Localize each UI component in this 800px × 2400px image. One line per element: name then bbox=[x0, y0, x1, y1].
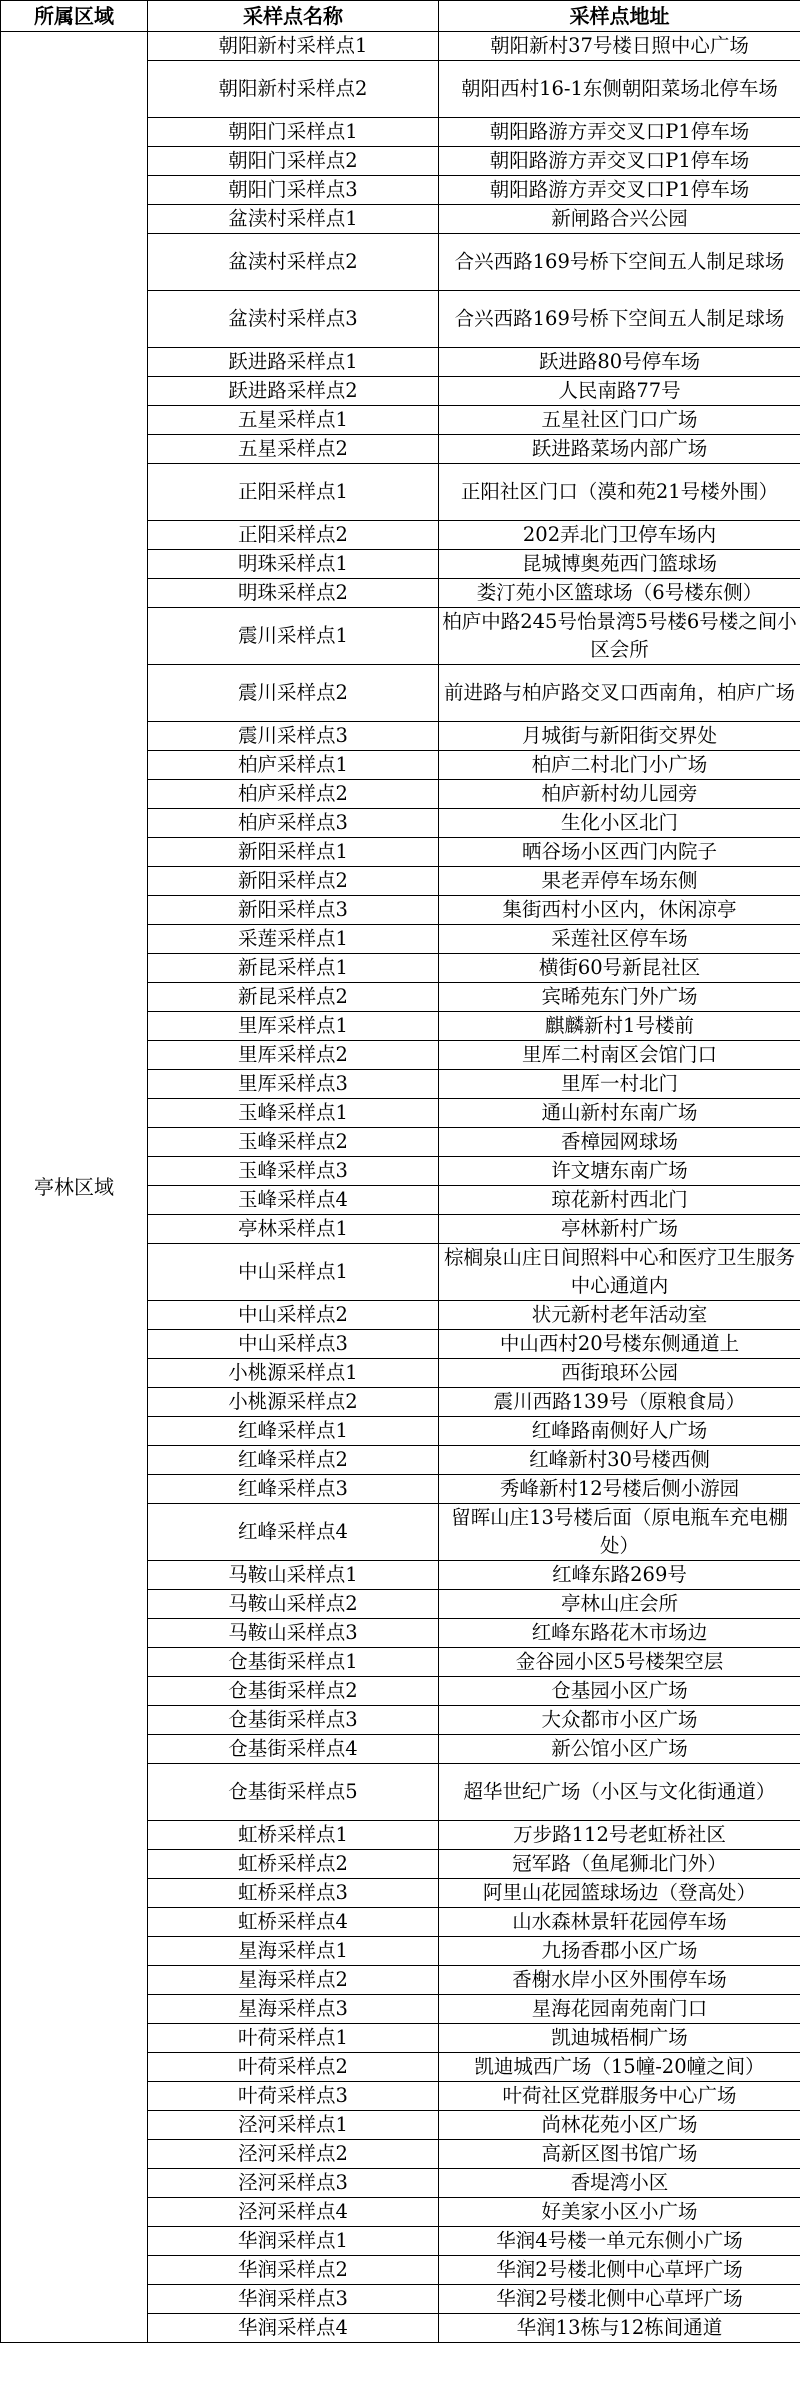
point-name-cell: 马鞍山采样点3 bbox=[148, 1619, 439, 1648]
point-address-cell: 里厍二村南区会馆门口 bbox=[439, 1041, 800, 1070]
point-address-cell: 红峰东路花木市场边 bbox=[439, 1619, 800, 1648]
point-name-cell: 新昆采样点2 bbox=[148, 983, 439, 1012]
point-address-cell: 万步路112号老虹桥社区 bbox=[439, 1821, 800, 1850]
point-name-cell: 明珠采样点1 bbox=[148, 550, 439, 579]
point-name-cell: 叶荷采样点1 bbox=[148, 2024, 439, 2053]
point-address-cell: 华润13栋与12栋间通道 bbox=[439, 2314, 800, 2343]
point-name-cell: 盆渎村采样点2 bbox=[148, 234, 439, 291]
point-address-cell: 仓基园小区广场 bbox=[439, 1677, 800, 1706]
point-address-cell: 合兴西路169号桥下空间五人制足球场 bbox=[439, 234, 800, 291]
point-address-cell: 大众都市小区广场 bbox=[439, 1706, 800, 1735]
point-name-cell: 明珠采样点2 bbox=[148, 579, 439, 608]
point-address-cell: 凯迪城梧桐广场 bbox=[439, 2024, 800, 2053]
point-name-cell: 柏庐采样点3 bbox=[148, 809, 439, 838]
point-address-cell: 朝阳西村16-1东侧朝阳菜场北停车场 bbox=[439, 61, 800, 118]
point-address-cell: 亭林新村广场 bbox=[439, 1215, 800, 1244]
point-name-cell: 新阳采样点3 bbox=[148, 896, 439, 925]
header-address: 采样点地址 bbox=[439, 1, 800, 32]
point-address-cell: 朝阳路游方弄交叉口P1停车场 bbox=[439, 176, 800, 205]
point-address-cell: 香榭水岸小区外围停车场 bbox=[439, 1966, 800, 1995]
point-address-cell: 采莲社区停车场 bbox=[439, 925, 800, 954]
point-name-cell: 跃进路采样点2 bbox=[148, 377, 439, 406]
table-row bbox=[1, 32, 800, 61]
point-address-cell: 娄汀苑小区篮球场（6号楼东侧） bbox=[439, 579, 800, 608]
point-name-cell: 红峰采样点4 bbox=[148, 1504, 439, 1561]
point-address-cell: 华润2号楼北侧中心草坪广场 bbox=[439, 2285, 800, 2314]
point-name-cell: 泾河采样点4 bbox=[148, 2198, 439, 2227]
point-address-cell: 山水森林景轩花园停车场 bbox=[439, 1908, 800, 1937]
point-address-cell: 正阳社区门口（漠和苑21号楼外围） bbox=[439, 464, 800, 521]
area-cell: 亭林区域 bbox=[1, 32, 148, 2343]
header-row bbox=[1, 1, 800, 32]
point-address-cell: 香樟园网球场 bbox=[439, 1128, 800, 1157]
point-address-cell: 尚林花苑小区广场 bbox=[439, 2111, 800, 2140]
point-name-cell: 正阳采样点1 bbox=[148, 464, 439, 521]
point-address-cell: 人民南路77号 bbox=[439, 377, 800, 406]
point-name-cell: 震川采样点3 bbox=[148, 722, 439, 751]
point-address-cell: 秀峰新村12号楼后侧小游园 bbox=[439, 1475, 800, 1504]
point-address-cell: 好美家小区小广场 bbox=[439, 2198, 800, 2227]
point-address-cell: 阿里山花园篮球场边（登高处） bbox=[439, 1879, 800, 1908]
point-name-cell: 仓基街采样点1 bbox=[148, 1648, 439, 1677]
point-address-cell: 果老弄停车场东侧 bbox=[439, 867, 800, 896]
point-name-cell: 五星采样点2 bbox=[148, 435, 439, 464]
point-address-cell: 里厍一村北门 bbox=[439, 1070, 800, 1099]
point-name-cell: 里厍采样点2 bbox=[148, 1041, 439, 1070]
point-address-cell: 通山新村东南广场 bbox=[439, 1099, 800, 1128]
point-address-cell: 朝阳新村37号楼日照中心广场 bbox=[439, 32, 800, 61]
table-body bbox=[1, 32, 800, 2343]
point-name-cell: 虹桥采样点3 bbox=[148, 1879, 439, 1908]
point-name-cell: 马鞍山采样点2 bbox=[148, 1590, 439, 1619]
point-address-cell: 星海花园南苑南门口 bbox=[439, 1995, 800, 2024]
point-address-cell: 合兴西路169号桥下空间五人制足球场 bbox=[439, 291, 800, 348]
point-address-cell: 五星社区门口广场 bbox=[439, 406, 800, 435]
point-name-cell: 玉峰采样点4 bbox=[148, 1186, 439, 1215]
point-address-cell: 状元新村老年活动室 bbox=[439, 1301, 800, 1330]
point-name-cell: 盆渎村采样点3 bbox=[148, 291, 439, 348]
point-name-cell: 虹桥采样点2 bbox=[148, 1850, 439, 1879]
point-name-cell: 马鞍山采样点1 bbox=[148, 1561, 439, 1590]
point-address-cell: 红峰东路269号 bbox=[439, 1561, 800, 1590]
point-name-cell: 红峰采样点2 bbox=[148, 1446, 439, 1475]
point-address-cell: 朝阳路游方弄交叉口P1停车场 bbox=[439, 118, 800, 147]
point-name-cell: 中山采样点2 bbox=[148, 1301, 439, 1330]
header-area: 所属区域 bbox=[1, 1, 148, 32]
point-name-cell: 泾河采样点2 bbox=[148, 2140, 439, 2169]
point-address-cell: 前进路与柏庐路交叉口西南角，柏庐广场 bbox=[439, 665, 800, 722]
point-address-cell: 集街西村小区内，休闲凉亭 bbox=[439, 896, 800, 925]
point-name-cell: 跃进路采样点1 bbox=[148, 348, 439, 377]
point-address-cell: 生化小区北门 bbox=[439, 809, 800, 838]
point-name-cell: 仓基街采样点2 bbox=[148, 1677, 439, 1706]
point-address-cell: 留晖山庄13号楼后面（原电瓶车充电棚处） bbox=[439, 1504, 800, 1561]
point-name-cell: 星海采样点3 bbox=[148, 1995, 439, 2024]
point-address-cell: 202弄北门卫停车场内 bbox=[439, 521, 800, 550]
point-name-cell: 新阳采样点2 bbox=[148, 867, 439, 896]
point-address-cell: 宾晞苑东门外广场 bbox=[439, 983, 800, 1012]
point-address-cell: 横街60号新昆社区 bbox=[439, 954, 800, 983]
point-address-cell: 棕榈泉山庄日间照料中心和医疗卫生服务中心通道内 bbox=[439, 1244, 800, 1301]
point-address-cell: 九扬香郡小区广场 bbox=[439, 1937, 800, 1966]
point-name-cell: 仓基街采样点5 bbox=[148, 1764, 439, 1821]
point-address-cell: 琼花新村西北门 bbox=[439, 1186, 800, 1215]
point-address-cell: 月城街与新阳街交界处 bbox=[439, 722, 800, 751]
point-name-cell: 红峰采样点1 bbox=[148, 1417, 439, 1446]
point-name-cell: 泾河采样点1 bbox=[148, 2111, 439, 2140]
point-address-cell: 跃进路菜场内部广场 bbox=[439, 435, 800, 464]
point-address-cell: 金谷园小区5号楼架空层 bbox=[439, 1648, 800, 1677]
point-address-cell: 超华世纪广场（小区与文化街通道） bbox=[439, 1764, 800, 1821]
point-name-cell: 玉峰采样点2 bbox=[148, 1128, 439, 1157]
point-name-cell: 朝阳新村采样点1 bbox=[148, 32, 439, 61]
point-address-cell: 新闸路合兴公园 bbox=[439, 205, 800, 234]
point-address-cell: 柏庐中路245号怡景湾5号楼6号楼之间小区会所 bbox=[439, 608, 800, 665]
point-address-cell: 西街琅环公园 bbox=[439, 1359, 800, 1388]
point-name-cell: 华润采样点1 bbox=[148, 2227, 439, 2256]
point-address-cell: 朝阳路游方弄交叉口P1停车场 bbox=[439, 147, 800, 176]
point-name-cell: 小桃源采样点2 bbox=[148, 1388, 439, 1417]
point-address-cell: 香堤湾小区 bbox=[439, 2169, 800, 2198]
point-name-cell: 玉峰采样点3 bbox=[148, 1157, 439, 1186]
point-name-cell: 仓基街采样点3 bbox=[148, 1706, 439, 1735]
point-name-cell: 采莲采样点1 bbox=[148, 925, 439, 954]
point-address-cell: 中山西村20号楼东侧通道上 bbox=[439, 1330, 800, 1359]
point-name-cell: 朝阳门采样点1 bbox=[148, 118, 439, 147]
point-name-cell: 里厍采样点3 bbox=[148, 1070, 439, 1099]
point-name-cell: 中山采样点1 bbox=[148, 1244, 439, 1301]
point-address-cell: 冠军路（鱼尾狮北门外） bbox=[439, 1850, 800, 1879]
header-name: 采样点名称 bbox=[148, 1, 439, 32]
point-address-cell: 许文塘东南广场 bbox=[439, 1157, 800, 1186]
point-address-cell: 凯迪城西广场（15幢-20幢之间） bbox=[439, 2053, 800, 2082]
point-name-cell: 中山采样点3 bbox=[148, 1330, 439, 1359]
point-name-cell: 华润采样点2 bbox=[148, 2256, 439, 2285]
point-name-cell: 震川采样点1 bbox=[148, 608, 439, 665]
point-address-cell: 晒谷场小区西门内院子 bbox=[439, 838, 800, 867]
point-address-cell: 亭林山庄会所 bbox=[439, 1590, 800, 1619]
point-address-cell: 昆城博奥苑西门篮球场 bbox=[439, 550, 800, 579]
point-name-cell: 五星采样点1 bbox=[148, 406, 439, 435]
point-name-cell: 小桃源采样点1 bbox=[148, 1359, 439, 1388]
point-name-cell: 仓基街采样点4 bbox=[148, 1735, 439, 1764]
point-name-cell: 叶荷采样点2 bbox=[148, 2053, 439, 2082]
point-address-cell: 红峰新村30号楼西侧 bbox=[439, 1446, 800, 1475]
point-name-cell: 柏庐采样点2 bbox=[148, 780, 439, 809]
point-name-cell: 星海采样点1 bbox=[148, 1937, 439, 1966]
point-name-cell: 新昆采样点1 bbox=[148, 954, 439, 983]
point-address-cell: 震川西路139号（原粮食局） bbox=[439, 1388, 800, 1417]
point-name-cell: 震川采样点2 bbox=[148, 665, 439, 722]
point-name-cell: 华润采样点3 bbox=[148, 2285, 439, 2314]
point-name-cell: 泾河采样点3 bbox=[148, 2169, 439, 2198]
point-name-cell: 叶荷采样点3 bbox=[148, 2082, 439, 2111]
point-name-cell: 朝阳门采样点2 bbox=[148, 147, 439, 176]
point-name-cell: 朝阳门采样点3 bbox=[148, 176, 439, 205]
point-name-cell: 玉峰采样点1 bbox=[148, 1099, 439, 1128]
point-address-cell: 华润2号楼北侧中心草坪广场 bbox=[439, 2256, 800, 2285]
point-name-cell: 朝阳新村采样点2 bbox=[148, 61, 439, 118]
point-address-cell: 麒麟新村1号楼前 bbox=[439, 1012, 800, 1041]
point-address-cell: 跃进路80号停车场 bbox=[439, 348, 800, 377]
point-name-cell: 星海采样点2 bbox=[148, 1966, 439, 1995]
point-name-cell: 里厍采样点1 bbox=[148, 1012, 439, 1041]
point-address-cell: 柏庐新村幼儿园旁 bbox=[439, 780, 800, 809]
point-name-cell: 亭林采样点1 bbox=[148, 1215, 439, 1244]
point-name-cell: 华润采样点4 bbox=[148, 2314, 439, 2343]
point-address-cell: 柏庐二村北门小广场 bbox=[439, 751, 800, 780]
point-address-cell: 华润4号楼一单元东侧小广场 bbox=[439, 2227, 800, 2256]
point-name-cell: 红峰采样点3 bbox=[148, 1475, 439, 1504]
point-address-cell: 叶荷社区党群服务中心广场 bbox=[439, 2082, 800, 2111]
point-name-cell: 新阳采样点1 bbox=[148, 838, 439, 867]
point-name-cell: 虹桥采样点4 bbox=[148, 1908, 439, 1937]
point-name-cell: 正阳采样点2 bbox=[148, 521, 439, 550]
point-address-cell: 红峰路南侧好人广场 bbox=[439, 1417, 800, 1446]
point-name-cell: 虹桥采样点1 bbox=[148, 1821, 439, 1850]
point-address-cell: 高新区图书馆广场 bbox=[439, 2140, 800, 2169]
point-address-cell: 新公馆小区广场 bbox=[439, 1735, 800, 1764]
point-name-cell: 柏庐采样点1 bbox=[148, 751, 439, 780]
point-name-cell: 盆渎村采样点1 bbox=[148, 205, 439, 234]
